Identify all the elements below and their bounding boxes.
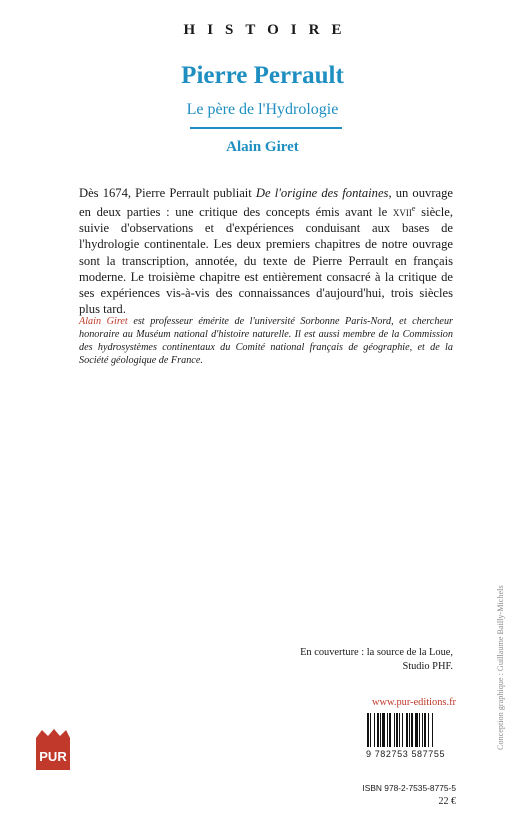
pur-logo-icon [34,728,72,772]
author-bio [79,315,453,367]
bio-author-name: Alain Giret [79,316,128,327]
bio-text: est professeur émérite de l'université Sorbonne Paris-Nord, et chercheur honoraire au Muséum national d'histoire naturelle. Il est aussi membre de la Commission des hydrosystèmes continentaux du Comité national français de géographie, et de la Société géologique de France. [79,316,454,366]
isbn: ISBN 978-2-7535-8775-5 [362,783,456,793]
pur-logo [34,728,72,772]
price: 22 € [438,796,456,807]
barcode-digits: 9 782753 587755 [366,749,446,759]
book-title: Pierre Perrault [181,62,344,89]
description-text-a: Dès 1674, Pierre Perrault publiait [79,186,256,200]
work-title: De l'origine des fontaines [255,186,389,200]
description-text-b: , un ouvrage en deux parties : une critique des concepts émis avant le [79,186,453,220]
century-suffix: e [411,204,416,214]
description-text-c: siècle, suivie d'observations et d'expériences conduisant aux bases de l'hydrologie continentale. Les deux premiers chapitres de notre ouvrage sont la transcription, annotée, du texte de Pierre Perrault en français moderne. Le troisième chapitre est entièrement consacré à la critique de ses expériences vis-à-vis des connaissances d'aujourd'hui, trois siècles plus tard. [79,205,453,316]
series-label: HISTOIRE [183,22,354,38]
book-description [79,185,453,317]
cover-credit [300,646,453,673]
cover-credit-line: Studio PHF. [402,660,453,672]
logo-text: PUR [39,749,67,764]
cover-credit-line: En couverture : la source de la Loue, [300,647,453,658]
publisher-website-link[interactable]: www.pur-editions.fr [372,697,456,708]
title-divider [190,127,342,129]
barcode-icon [366,713,456,749]
century-numeral: xvii [392,205,412,220]
design-credit: Conception graphique : Guillaume Bailly-Michels [496,585,505,750]
book-author: Alain Giret [226,139,299,155]
description-paragraph [79,185,453,317]
book-subtitle: Le père de l'Hydrologie [186,101,339,118]
